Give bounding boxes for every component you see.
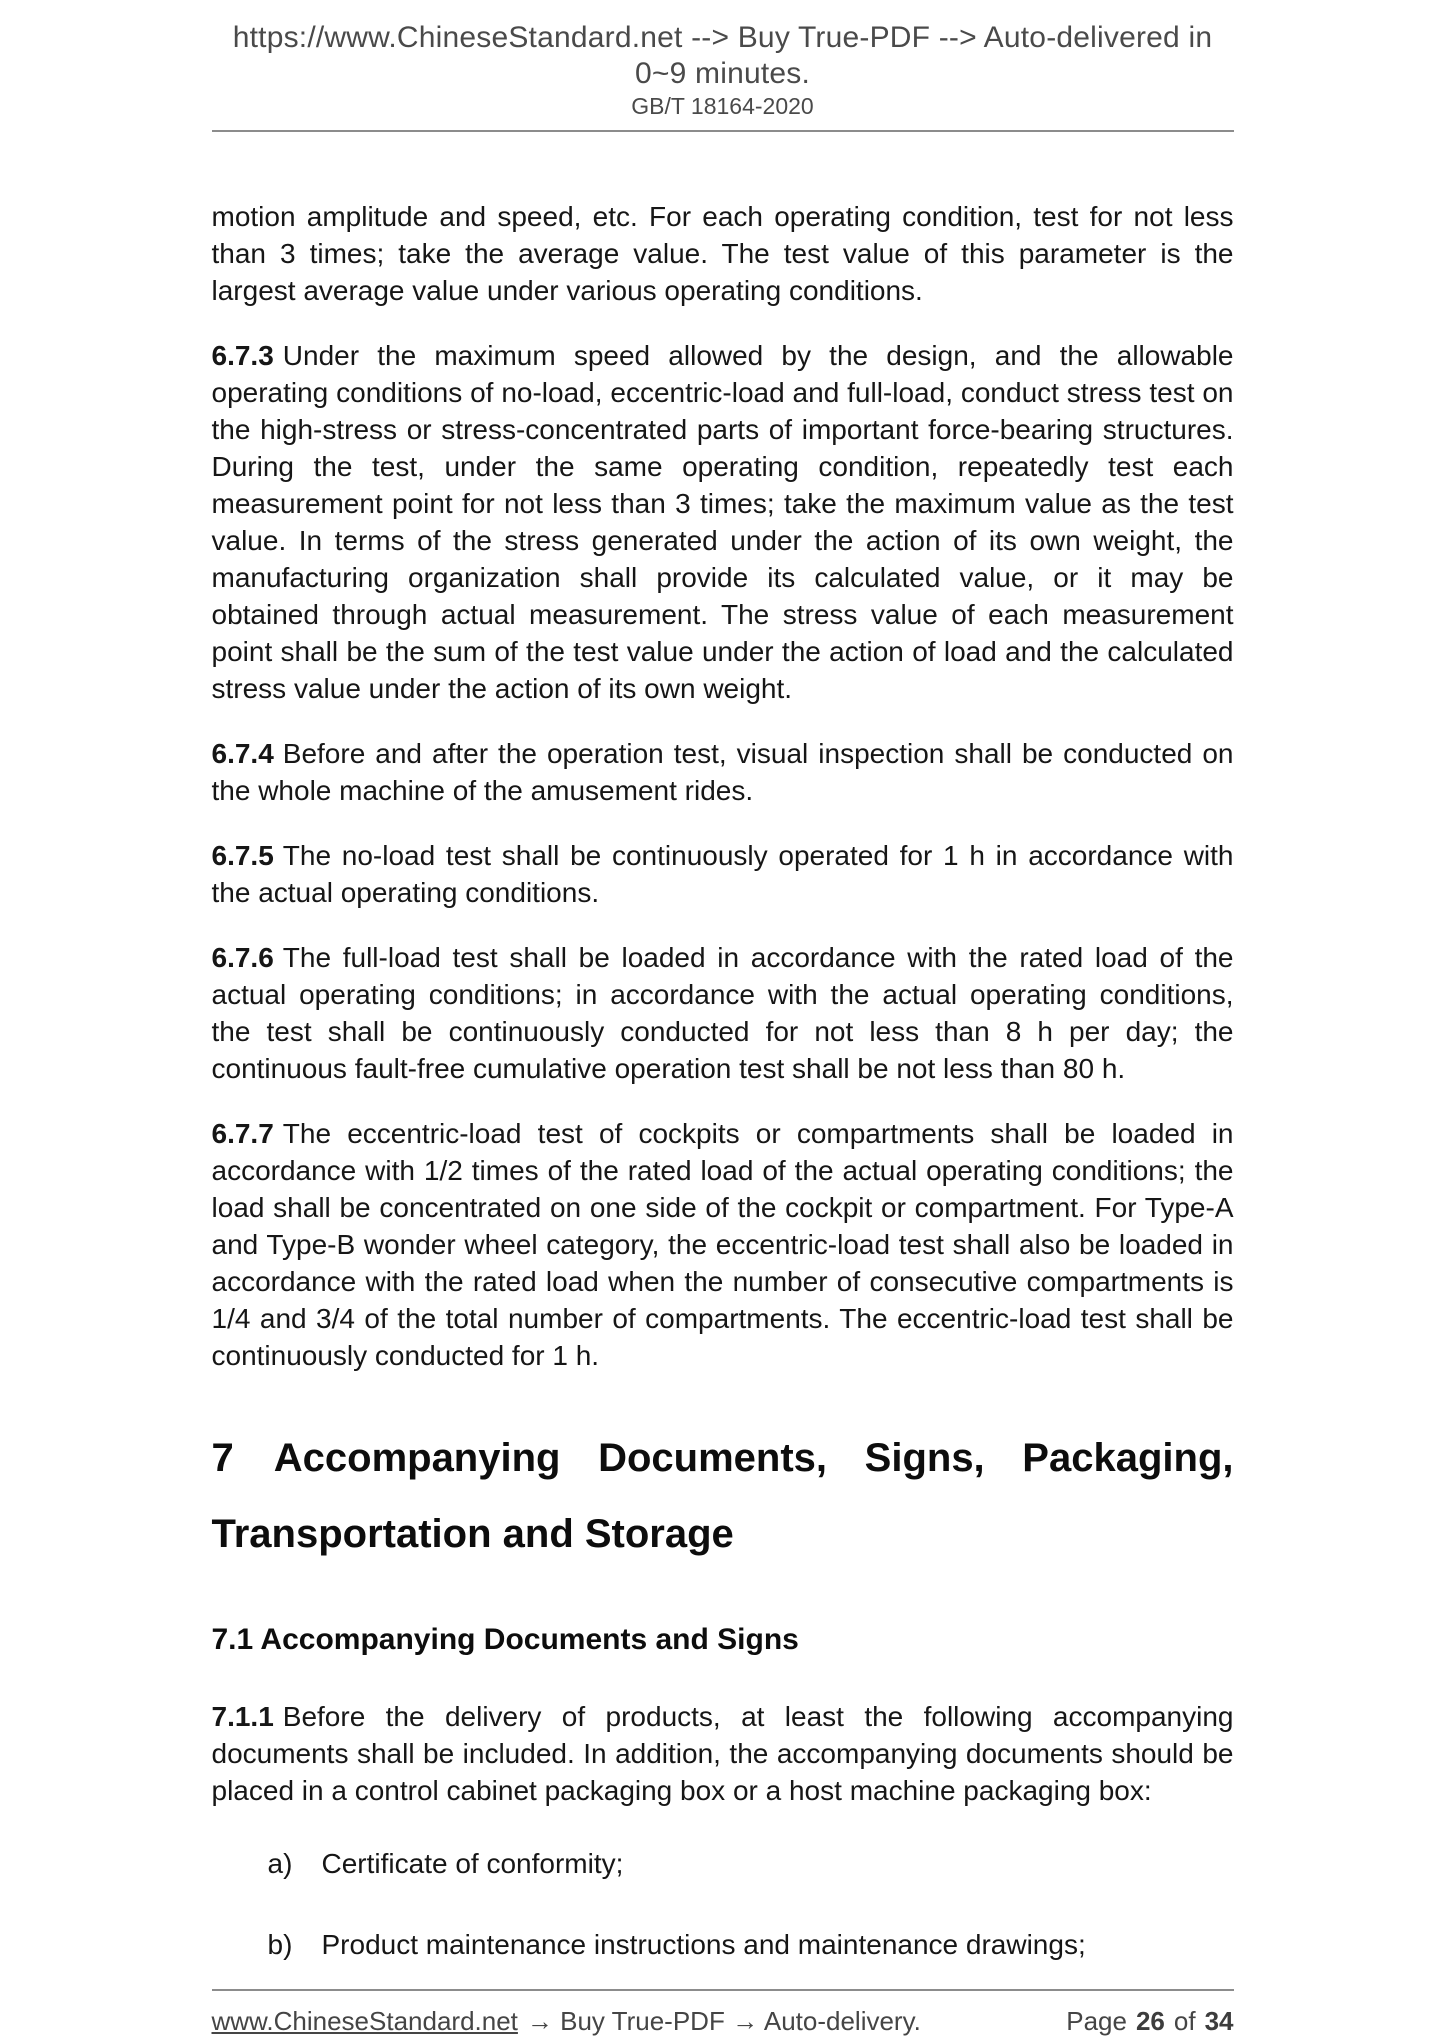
of-label: of [1173, 2006, 1196, 2036]
clause-text: Before and after the operation test, visual inspection shall be conducted on the whole machine of the amusement rides. [211, 738, 1234, 806]
clause-text: The eccentric-load test of cockpits or compartments shall be loaded in accordance with 1/2 times of the rated load of the actual operating conditions; the load shall be concentrated on one side of the cockpit or compartment. For Type-A and Type-B wonder wheel category, the eccentric-load test shall also be loaded in accordance with the rated load when the number of consecutive compartments is 1/4 and 3/4 of the total number of compartments. The eccentric-load test shall be continuously conducted for 1 h. [211, 1118, 1234, 1371]
doc-number: GB/T 18164-2020 [631, 93, 814, 119]
list-marker: b) [267, 1929, 293, 1960]
list-item-b [268, 1926, 1234, 1963]
clause-number: 6.7.3 [211, 340, 274, 371]
clause-text: Before the delivery of products, at least the following accompanying documents shall be included. In addition, the accompanying documents should be placed in a control cabinet packaging box or a host machine packaging box: [211, 1701, 1234, 1806]
footer-left [212, 2006, 921, 2037]
clause-6-7-7 [212, 1115, 1234, 1374]
section-title: Accompanying Documents, Signs, Packaging, Transportation and Storage [211, 1436, 1234, 1556]
section-number: 7 [211, 1436, 234, 1480]
clause-6-7-6 [212, 939, 1234, 1087]
footer-row [212, 2006, 1234, 2037]
clause-number: 7.1.1 [211, 1701, 274, 1732]
clause-6-7-3 [212, 337, 1234, 707]
list-item-a [268, 1845, 1234, 1882]
clause-6-7-5 [212, 837, 1234, 911]
page-label: Page [1066, 2006, 1127, 2036]
clause-text: The no-load test shall be continuously operated for 1 h in accordance with the actual operating conditions. [211, 840, 1234, 908]
page-total: 34 [1204, 2006, 1234, 2036]
footer-tagline: → Buy True-PDF → Auto-delivery. [526, 2006, 921, 2036]
clause-number: 6.7.6 [211, 942, 274, 973]
page-indicator [1066, 2006, 1233, 2037]
clause-text: The full-load test shall be loaded in accordance with the rated load of the actual operating conditions; in accordance with the actual operating conditions, the test shall be continuously conducted for not less than 8 h per day; the continuous fault-free cumulative operation test shall be not less than 80 h. [211, 942, 1234, 1084]
page-current: 26 [1135, 2006, 1165, 2036]
page-header [212, 20, 1234, 132]
clause-number: 6.7.4 [211, 738, 274, 769]
header-divider [212, 130, 1234, 132]
clause-7-1-1 [212, 1698, 1234, 1809]
document-body [212, 198, 1234, 1963]
list-marker: a) [267, 1848, 293, 1879]
list-item-text: Certificate of conformity; [321, 1848, 624, 1879]
clause-number: 6.7.7 [211, 1118, 274, 1149]
clause-text: Under the maximum speed allowed by the design, and the allowable operating conditions of no-load, eccentric-load and full-load, conduct stress test on the high-stress or stress-concentrated parts of important force-bearing structures. During the test, under the same operating condition, repeatedly test each measurement point for not less than 3 times; take the maximum value as the test value. In terms of the stress generated under the action of its own weight, the manufacturing organization shall provide its calculated value, or it may be obtained through actual measurement. The stress value of each measurement point shall be the sum of the test value under the action of load and the calculated stress value under the action of its own weight. [211, 340, 1234, 704]
footer-site-link[interactable]: www.ChineseStandard.net [211, 2006, 518, 2036]
clause-6-7-4 [212, 735, 1234, 809]
list-item-text: Product maintenance instructions and maintenance drawings; [321, 1929, 1086, 1960]
section-7-heading [212, 1420, 1234, 1572]
clause-number: 6.7.5 [211, 840, 274, 871]
page-footer [212, 1989, 1234, 2037]
paragraph-intro-continuation: motion amplitude and speed, etc. For each operating condition, test for not less than 3 times; take the average value. The test value of this parameter is the largest average value under various operating conditions. [211, 201, 1234, 306]
header-banner-text: https://www.ChineseStandard.net --> Buy True-PDF --> Auto-delivered in 0~9 minutes. [232, 21, 1213, 90]
footer-divider [212, 1989, 1234, 1991]
section-7-1-heading: 7.1 Accompanying Documents and Signs [211, 1623, 799, 1656]
pdf-page [212, 0, 1234, 2037]
